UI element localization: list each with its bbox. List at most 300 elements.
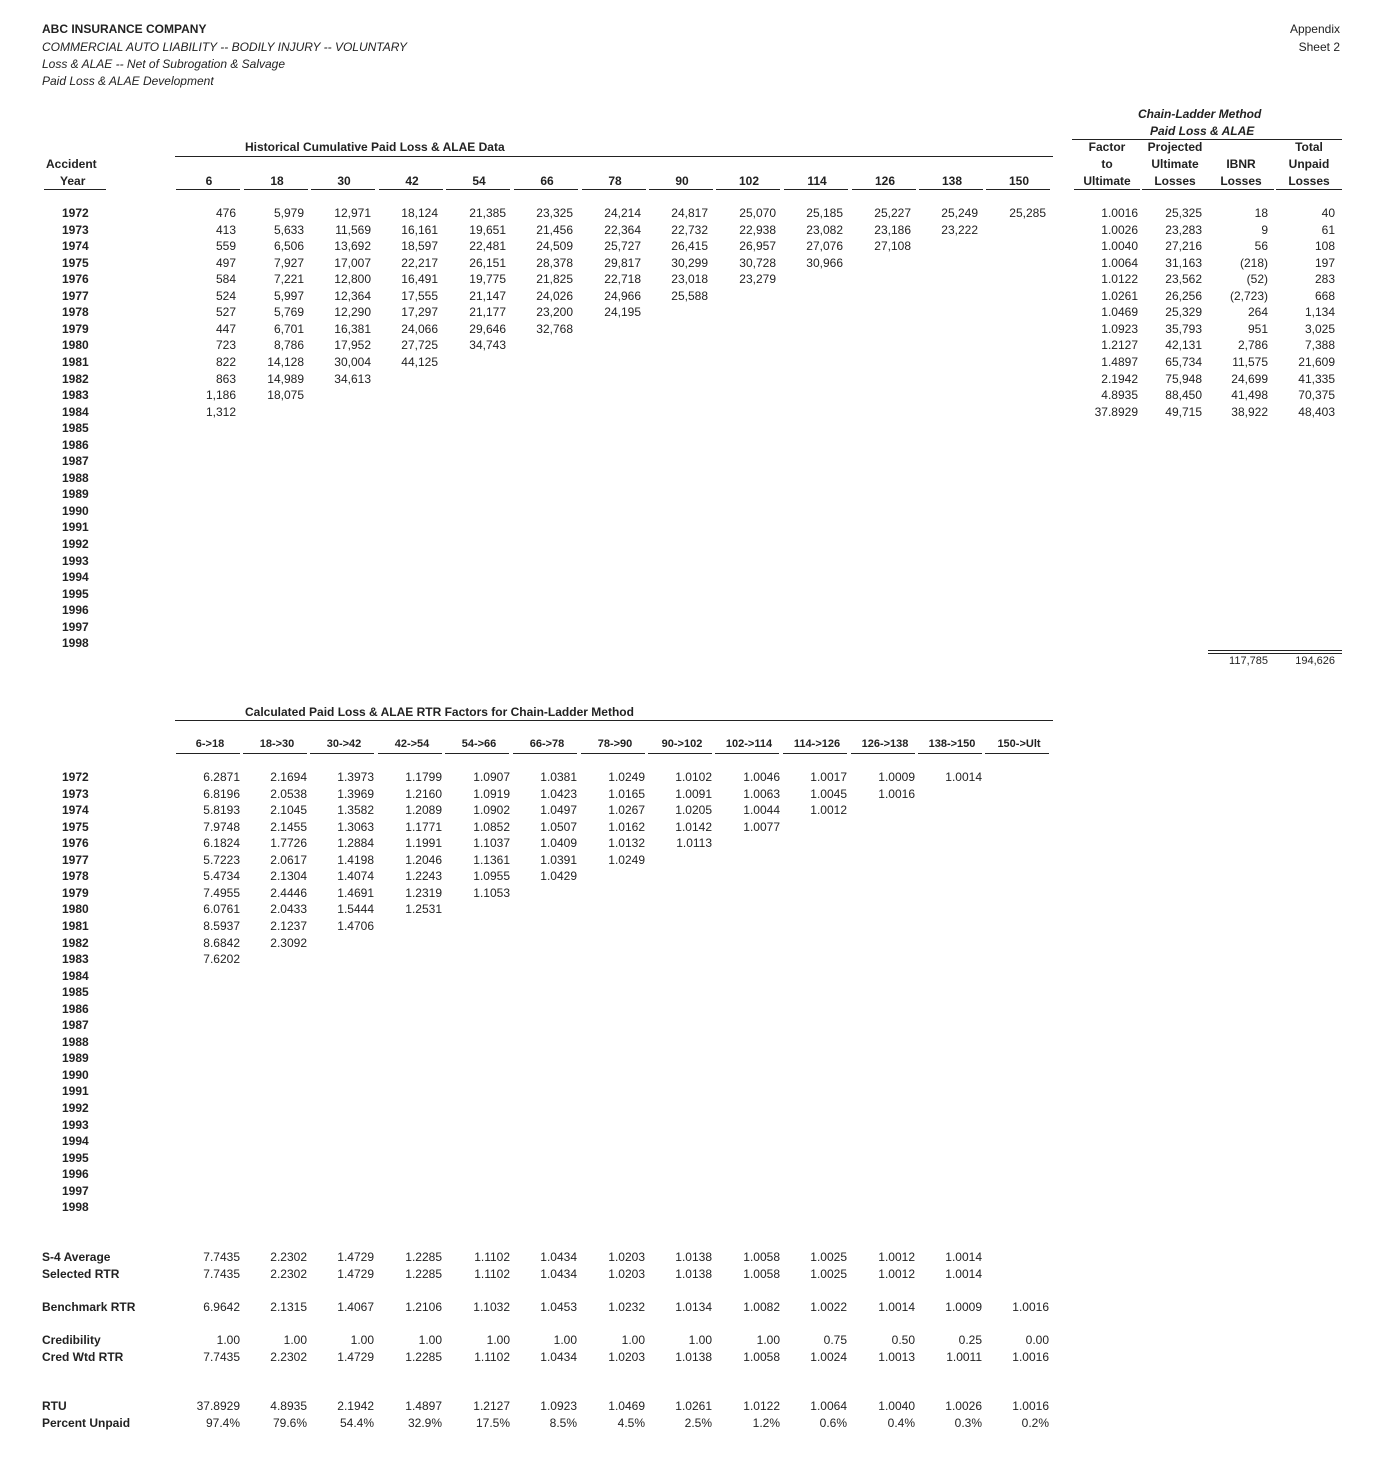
- chain-ladder-cell: 49,715: [1165, 404, 1202, 419]
- factor-cell: 1.0429: [540, 869, 577, 884]
- company-name: ABC INSURANCE COMPANY: [42, 22, 207, 36]
- age-header-underline: [514, 189, 578, 190]
- summary-cell-bench: 1.2106: [405, 1300, 442, 1314]
- factor-cell: 1.0046: [743, 770, 780, 784]
- triangle-cell: 25,285: [1009, 206, 1046, 220]
- summary-cell-s4: 1.0012: [878, 1250, 915, 1264]
- factor-cell: 6.2871: [203, 770, 240, 784]
- factor-cell: 7.9748: [203, 819, 240, 834]
- triangle-cell: 22,217: [401, 255, 438, 270]
- triangle-cell: 863: [215, 371, 236, 386]
- factor-cell: 1.0012: [810, 803, 847, 818]
- factor-cell: 5.7223: [203, 852, 240, 867]
- factor-cell: 1.0497: [540, 803, 577, 818]
- triangle-cell: 27,725: [401, 338, 438, 353]
- summary-cell-pct: 2.5%: [684, 1416, 712, 1430]
- factor-cell: 1.0381: [540, 770, 577, 784]
- totals-rule-bottom: [1208, 653, 1342, 654]
- triangle-cell: 14,128: [267, 354, 304, 369]
- accident-year: 1979: [62, 321, 89, 336]
- factor-cell: 2.1045: [270, 803, 307, 818]
- summary-cell-s4: 1.0434: [540, 1250, 577, 1264]
- summary-cell-rtu: 4.8935: [270, 1399, 307, 1413]
- summary-cell-pct: 0.2%: [1021, 1416, 1049, 1430]
- factor-year: 1977: [62, 852, 89, 867]
- chain-ladder-cell: 23,283: [1165, 222, 1202, 237]
- accident-head: Accident: [46, 157, 97, 171]
- factor-cell: 1.0852: [473, 819, 510, 834]
- factor-year: 1988: [62, 1034, 89, 1049]
- summary-cell-cred: 1.00: [688, 1333, 712, 1347]
- factor-cell: 6.1824: [203, 836, 240, 851]
- summary-label-cred: Credibility: [42, 1333, 101, 1347]
- triangle-cell: 23,018: [671, 272, 708, 287]
- triangle-cell: 21,385: [469, 206, 506, 220]
- summary-cell-sel: 1.0014: [945, 1267, 982, 1281]
- summary-cell-credwtd: 1.0203: [608, 1350, 645, 1364]
- triangle-cell: 26,415: [671, 239, 708, 254]
- accident-year: 1995: [62, 586, 89, 601]
- factor-year: 1994: [62, 1134, 89, 1149]
- accident-year: 1994: [62, 570, 89, 585]
- chain-ladder-cell: 668: [1314, 288, 1335, 303]
- triangle-cell: 7,927: [273, 255, 304, 270]
- triangle-cell: 524: [215, 288, 236, 303]
- summary-label-sel: Selected RTR: [42, 1267, 120, 1281]
- summary-cell-credwtd: 1.2285: [405, 1350, 442, 1364]
- triangle-cell: 27,076: [806, 239, 843, 254]
- factor-cell: 2.3092: [270, 935, 307, 950]
- triangle-title-rule: [175, 156, 1053, 157]
- triangle-cell: 13,692: [334, 239, 371, 254]
- factor-year: 1979: [62, 885, 89, 900]
- factor-cell: 1.3973: [337, 770, 374, 784]
- summary-cell-rtu: 1.0469: [608, 1399, 645, 1413]
- chain-ladder-cell: 283: [1314, 272, 1335, 287]
- triangle-cell: 25,727: [604, 239, 641, 254]
- factor-cell: 1.4074: [337, 869, 374, 884]
- summary-cell-pct: 54.4%: [339, 1416, 374, 1430]
- summary-cell-sel: 1.0434: [540, 1267, 577, 1281]
- summary-cell-bench: 1.0022: [810, 1300, 847, 1314]
- triangle-cell: 18,597: [401, 239, 438, 254]
- triangle-cell: 24,509: [536, 239, 573, 254]
- accident-year: 1980: [62, 338, 89, 353]
- factor-cell: 1.0902: [473, 803, 510, 818]
- summary-cell-credwtd: 1.0138: [675, 1350, 712, 1364]
- chain-ladder-cell: 1.0469: [1101, 305, 1138, 320]
- chain-ladder-col-head: Losses: [1288, 174, 1330, 188]
- age-header: 102: [738, 174, 760, 188]
- triangle-cell: 19,775: [469, 272, 506, 287]
- subtitle-line-1: COMMERCIAL AUTO LIABILITY -- BODILY INJURY -- VOLUNTARY: [42, 40, 407, 54]
- subtitle-line-2: Loss & ALAE -- Net of Subrogation & Salvage: [42, 57, 286, 71]
- accident-year: 1976: [62, 272, 89, 287]
- triangle-cell: 21,456: [536, 222, 573, 237]
- factor-year: 1972: [62, 770, 89, 784]
- summary-cell-pct: 97.4%: [205, 1416, 240, 1430]
- age-header-underline: [784, 189, 848, 190]
- chain-ladder-cell: 1.0122: [1101, 272, 1138, 287]
- factor-cell: 1.2884: [337, 836, 374, 851]
- factor-cell: 1.0919: [473, 786, 510, 801]
- summary-cell-bench: 1.0009: [945, 1300, 982, 1314]
- chain-ladder-cell: 35,793: [1165, 321, 1202, 336]
- factor-cell: 7.6202: [203, 952, 240, 967]
- chain-ladder-cell: 18: [1254, 206, 1268, 220]
- summary-cell-sel: 1.0012: [878, 1267, 915, 1281]
- factor-cell: 2.0617: [270, 852, 307, 867]
- triangle-cell: 24,195: [604, 305, 641, 320]
- sheet-label: Sheet 2: [1298, 40, 1340, 54]
- triangle-cell: 34,743: [469, 338, 506, 353]
- chain-ladder-cell: 1.0040: [1101, 239, 1138, 254]
- factor-cell: 8.5937: [203, 918, 240, 933]
- summary-cell-credwtd: 7.7435: [203, 1350, 240, 1364]
- triangle-cell: 1,312: [205, 404, 236, 419]
- summary-cell-bench: 1.0082: [743, 1300, 780, 1314]
- accident-year: 1974: [62, 239, 89, 254]
- summary-cell-cred: 0.75: [823, 1333, 847, 1347]
- triangle-cell: 21,825: [536, 272, 573, 287]
- triangle-cell: 22,718: [604, 272, 641, 287]
- factor-col-underline: [783, 753, 847, 754]
- factor-cell: 1.0165: [608, 786, 645, 801]
- summary-cell-rtu: 1.0026: [945, 1399, 982, 1413]
- triangle-cell: 23,082: [806, 222, 843, 237]
- chain-ladder-cell: 56: [1254, 239, 1268, 254]
- chain-ladder-cell: 264: [1247, 305, 1268, 320]
- factor-year: 1995: [62, 1150, 89, 1165]
- summary-cell-rtu: 1.4897: [405, 1399, 442, 1413]
- summary-cell-sel: 1.4729: [337, 1267, 374, 1281]
- triangle-cell: 5,997: [273, 288, 304, 303]
- triangle-cell: 17,952: [334, 338, 371, 353]
- chain-ladder-cell: (218): [1239, 255, 1268, 270]
- triangle-cell: 476: [215, 206, 236, 220]
- chain-ladder-col-head: Total: [1295, 140, 1323, 154]
- subtitle-line-3: Paid Loss & ALAE Development: [42, 74, 214, 88]
- chain-ladder-cell: 9: [1261, 222, 1268, 237]
- factor-col-underline: [648, 753, 712, 754]
- factor-cell: 1.0507: [540, 819, 577, 834]
- chain-ladder-col-underline: [1142, 189, 1208, 190]
- chain-ladder-col-head: Projected: [1147, 140, 1203, 154]
- factor-cell: 2.1694: [270, 770, 307, 784]
- age-header-underline: [716, 189, 780, 190]
- factor-cell: 8.6842: [203, 935, 240, 950]
- summary-cell-credwtd: 1.0434: [540, 1350, 577, 1364]
- summary-cell-rtu: 1.0261: [675, 1399, 712, 1413]
- summary-label-rtu: RTU: [42, 1399, 67, 1413]
- summary-cell-pct: 79.6%: [272, 1416, 307, 1430]
- summary-cell-s4: 7.7435: [203, 1250, 240, 1264]
- summary-cell-bench: 2.1315: [270, 1300, 307, 1314]
- chain-ladder-col-head: Losses: [1220, 174, 1262, 188]
- factor-cell: 2.0433: [270, 902, 307, 917]
- factor-cell: 1.0132: [608, 836, 645, 851]
- chain-ladder-cell: 26,256: [1165, 288, 1202, 303]
- triangle-cell: 30,004: [334, 354, 371, 369]
- summary-cell-s4: 1.4729: [337, 1250, 374, 1264]
- triangle-cell: 22,938: [739, 222, 776, 237]
- chain-ladder-cell: 24,699: [1231, 371, 1268, 386]
- factor-cell: 1.0267: [608, 803, 645, 818]
- triangle-cell: 23,186: [874, 222, 911, 237]
- triangle-cell: 1,186: [205, 388, 236, 403]
- summary-cell-pct: 4.5%: [617, 1416, 645, 1430]
- triangle-cell: 25,070: [739, 206, 776, 220]
- accident-year: 1988: [62, 470, 89, 485]
- factor-year: 1976: [62, 836, 89, 851]
- triangle-cell: 723: [215, 338, 236, 353]
- factor-cell: 6.8196: [203, 786, 240, 801]
- factor-cell: 1.0391: [540, 852, 577, 867]
- chain-ladder-cell: 7,388: [1304, 338, 1335, 353]
- summary-cell-sel: 1.0058: [743, 1267, 780, 1281]
- age-header: 42: [405, 174, 419, 188]
- summary-cell-s4: 1.0025: [810, 1250, 847, 1264]
- factors-title: Calculated Paid Loss & ALAE RTR Factors for Chain-Ladder Method: [245, 705, 634, 719]
- factor-col-underline: [918, 753, 982, 754]
- chain-ladder-cell: (2,723): [1229, 288, 1268, 303]
- factor-year: 1992: [62, 1101, 89, 1115]
- factor-col-head: 150->Ult: [997, 738, 1041, 750]
- summary-cell-credwtd: 1.0011: [946, 1350, 982, 1364]
- triangle-cell: 17,555: [401, 288, 438, 303]
- factor-cell: 1.2046: [405, 852, 442, 867]
- age-header: 126: [874, 174, 896, 188]
- factor-cell: 1.0423: [540, 786, 577, 801]
- chain-ladder-cell: 21,609: [1298, 354, 1335, 369]
- triangle-cell: 44,125: [401, 354, 438, 369]
- factor-cell: 6.0761: [203, 902, 240, 917]
- summary-cell-rtu: 1.0016: [1012, 1399, 1049, 1413]
- factor-cell: 2.4446: [270, 885, 307, 900]
- triangle-cell: 34,613: [334, 371, 371, 386]
- triangle-cell: 17,007: [334, 255, 371, 270]
- chain-ladder-cell: 2.1942: [1101, 371, 1138, 386]
- accident-year: 1973: [62, 222, 89, 237]
- summary-cell-s4: 1.1102: [474, 1250, 510, 1264]
- triangle-cell: 8,786: [273, 338, 304, 353]
- triangle-cell: 25,227: [874, 206, 911, 220]
- factor-col-head: 114->126: [793, 738, 841, 750]
- factor-col-underline: [243, 753, 307, 754]
- summary-cell-bench: 1.1032: [473, 1300, 510, 1314]
- factor-cell: 1.0113: [676, 836, 712, 851]
- summary-cell-s4: 1.0058: [743, 1250, 780, 1264]
- summary-cell-cred: 1.00: [350, 1333, 374, 1347]
- summary-cell-sel: 1.2285: [405, 1267, 442, 1281]
- age-header: 18: [270, 174, 284, 188]
- summary-cell-sel: 1.0025: [810, 1267, 847, 1281]
- age-header-underline: [649, 189, 713, 190]
- factor-cell: 2.0538: [270, 786, 307, 801]
- triangle-cell: 12,364: [334, 288, 371, 303]
- factor-cell: 1.0016: [878, 786, 915, 801]
- triangle-cell: 12,290: [334, 305, 371, 320]
- summary-label-s4: S-4 Average: [42, 1250, 111, 1264]
- factor-col-head: 78->90: [597, 738, 633, 750]
- factor-cell: 1.0014: [945, 770, 982, 784]
- summary-cell-credwtd: 1.0024: [810, 1350, 847, 1364]
- summary-cell-cred: 1.00: [216, 1333, 240, 1347]
- year-head: Year: [60, 174, 86, 188]
- factor-cell: 1.4691: [337, 885, 374, 900]
- accident-year: 1986: [62, 437, 89, 452]
- chain-ladder-cell: 75,948: [1165, 371, 1202, 386]
- triangle-cell: 7,221: [273, 272, 304, 287]
- age-header-underline: [852, 189, 916, 190]
- triangle-cell: 30,728: [739, 255, 776, 270]
- triangle-cell: 22,481: [469, 239, 506, 254]
- factor-col-underline: [581, 753, 645, 754]
- triangle-cell: 6,701: [273, 321, 304, 336]
- factor-col-head: 42->54: [394, 738, 430, 750]
- factor-cell: 1.1361: [473, 852, 510, 867]
- triangle-cell: 12,800: [334, 272, 371, 287]
- accident-year: 1984: [62, 404, 89, 419]
- chain-ladder-cell: 1.0923: [1101, 321, 1138, 336]
- factor-cell: 1.0063: [743, 786, 780, 801]
- triangle-title: Historical Cumulative Paid Loss & ALAE Data: [245, 140, 505, 154]
- factor-cell: 1.1991: [405, 836, 442, 851]
- factor-cell: 1.1053: [473, 885, 510, 900]
- summary-cell-cred: 1.00: [621, 1333, 645, 1347]
- factor-cell: 1.3063: [337, 819, 374, 834]
- factor-cell: 1.0205: [675, 803, 712, 818]
- summary-cell-rtu: 1.0122: [743, 1399, 780, 1413]
- factor-col-head: 30->42: [326, 738, 362, 750]
- summary-cell-bench: 1.0134: [675, 1300, 712, 1314]
- factor-cell: 2.1237: [270, 918, 307, 933]
- triangle-cell: 27,108: [874, 239, 911, 254]
- accident-year: 1991: [62, 520, 89, 535]
- appendix-label: Appendix: [1289, 22, 1340, 36]
- factor-year: 1996: [62, 1167, 89, 1182]
- summary-cell-pct: 17.5%: [475, 1416, 510, 1430]
- triangle-cell: 19,651: [469, 222, 506, 237]
- chain-ladder-col-underline: [1074, 189, 1140, 190]
- triangle-cell: 497: [215, 255, 236, 270]
- factor-cell: 1.2531: [405, 902, 442, 917]
- factors-title-rule: [175, 720, 1053, 721]
- factor-col-underline: [445, 753, 509, 754]
- accident-year: 1987: [62, 454, 89, 469]
- summary-cell-rtu: 37.8929: [196, 1399, 240, 1413]
- summary-cell-s4: 1.0203: [608, 1250, 645, 1264]
- summary-cell-cred: 1.00: [283, 1333, 307, 1347]
- accident-year: 1981: [62, 354, 89, 369]
- triangle-cell: 25,588: [671, 288, 708, 303]
- accident-year: 1989: [62, 487, 89, 502]
- triangle-cell: 30,966: [806, 255, 843, 270]
- triangle-cell: 14,989: [267, 371, 304, 386]
- triangle-cell: 16,161: [401, 222, 438, 237]
- chain-ladder-col-head: Ultimate: [1151, 157, 1199, 171]
- triangle-cell: 584: [215, 272, 236, 287]
- chain-ladder-cell: 1.0016: [1101, 206, 1138, 220]
- chain-ladder-cell: 70,375: [1298, 388, 1335, 403]
- chain-ladder-cell: 1.2127: [1101, 338, 1138, 353]
- factor-col-underline: [513, 753, 577, 754]
- accident-year: 1993: [62, 553, 89, 568]
- chain-ladder-cell: 951: [1247, 321, 1268, 336]
- accident-year: 1978: [62, 305, 89, 320]
- factor-year: 1993: [62, 1117, 89, 1132]
- summary-cell-cred: 1.00: [486, 1333, 510, 1347]
- factor-cell: 1.0162: [608, 819, 645, 834]
- summary-cell-pct: 0.4%: [887, 1416, 915, 1430]
- chain-ladder-cell: 41,498: [1231, 388, 1268, 403]
- summary-cell-bench: 1.0453: [540, 1300, 577, 1314]
- summary-cell-sel: 2.2302: [270, 1267, 307, 1281]
- chain-ladder-cell: 1.4897: [1101, 354, 1138, 369]
- chain-ladder-cell: 25,329: [1165, 305, 1202, 320]
- summary-cell-cred: 1.00: [756, 1333, 780, 1347]
- summary-cell-bench: 1.0232: [608, 1300, 645, 1314]
- age-header: 114: [807, 174, 827, 188]
- chain-ladder-cell: 3,025: [1304, 321, 1335, 336]
- factor-year: 1973: [62, 786, 89, 801]
- chain-ladder-cell: 23,562: [1165, 272, 1202, 287]
- triangle-cell: 16,491: [401, 272, 438, 287]
- summary-cell-credwtd: 1.0013: [878, 1350, 915, 1364]
- factor-year: 1982: [62, 935, 89, 950]
- factor-col-head: 138->150: [928, 738, 976, 750]
- factor-col-underline: [378, 753, 442, 754]
- chain-ladder-cell: 1.0064: [1101, 255, 1138, 270]
- triangle-cell: 26,151: [469, 255, 506, 270]
- age-header-underline: [986, 189, 1050, 190]
- accident-year: 1977: [62, 288, 89, 303]
- summary-cell-pct: 1.2%: [752, 1416, 780, 1430]
- factor-cell: 1.0249: [608, 852, 645, 867]
- factor-year: 1983: [62, 952, 89, 967]
- factor-cell: 1.4198: [337, 852, 374, 867]
- summary-label-pct: Percent Unpaid: [42, 1416, 131, 1430]
- summary-cell-s4: 1.2285: [405, 1250, 442, 1264]
- chain-ladder-cell: 25,325: [1165, 206, 1202, 220]
- triangle-cell: 23,222: [941, 222, 978, 237]
- factor-cell: 1.5444: [337, 902, 374, 917]
- factor-cell: 1.3582: [337, 803, 374, 818]
- triangle-cell: 25,249: [941, 206, 978, 220]
- factor-cell: 1.0142: [675, 819, 712, 834]
- chain-ladder-cell: 42,131: [1165, 338, 1202, 353]
- factor-cell: 1.2319: [405, 885, 442, 900]
- age-header-underline: [446, 189, 510, 190]
- chain-ladder-cell: 1.0026: [1101, 222, 1138, 237]
- chain-ladder-col-head: to: [1101, 157, 1113, 171]
- chain-ladder-col-underline: [1276, 189, 1342, 190]
- summary-cell-cred: 0.00: [1025, 1333, 1049, 1347]
- chain-ladder-cell: 4.8935: [1101, 388, 1138, 403]
- chain-ladder-cell: 61: [1321, 222, 1335, 237]
- triangle-cell: 24,066: [401, 321, 438, 336]
- summary-cell-sel: 1.0203: [608, 1267, 645, 1281]
- factor-year: 1974: [62, 803, 89, 818]
- factor-cell: 1.3969: [337, 786, 374, 801]
- chain-ladder-cell: 1.0261: [1101, 288, 1138, 303]
- triangle-cell: 24,026: [536, 288, 573, 303]
- triangle-cell: 24,214: [604, 206, 641, 220]
- triangle-cell: 21,147: [469, 288, 506, 303]
- factor-col-head: 102->114: [725, 738, 773, 750]
- summary-cell-cred: 0.50: [891, 1333, 915, 1347]
- chain-ladder-cell: 1,134: [1304, 305, 1335, 320]
